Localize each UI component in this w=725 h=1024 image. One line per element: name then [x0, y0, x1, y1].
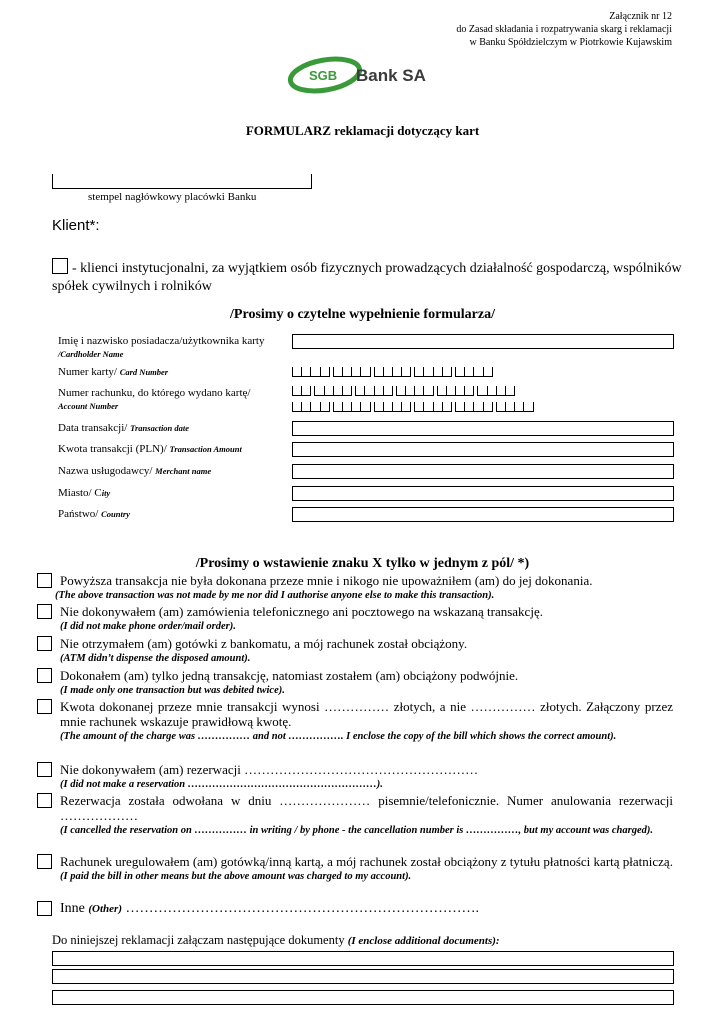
- digit-cell[interactable]: [355, 386, 364, 396]
- digit-cell[interactable]: [292, 386, 301, 396]
- digit-cell[interactable]: [473, 367, 482, 377]
- digit-cell[interactable]: [423, 367, 432, 377]
- digit-cell[interactable]: [333, 367, 342, 377]
- digit-cell[interactable]: [333, 386, 342, 396]
- bank-name: Bank SA: [356, 66, 426, 85]
- digit-cell[interactable]: [342, 367, 351, 377]
- documents-line-3[interactable]: [52, 990, 674, 1005]
- digit-cell[interactable]: [360, 367, 370, 377]
- digit-cell[interactable]: [483, 402, 493, 412]
- digit-cell[interactable]: [455, 402, 464, 412]
- digit-cell[interactable]: [423, 386, 433, 396]
- option-checkbox-2[interactable]: [37, 604, 52, 619]
- digit-cell[interactable]: [396, 386, 405, 396]
- institutional-checkbox[interactable]: [52, 258, 68, 274]
- digit-cell[interactable]: [314, 386, 323, 396]
- field-label-amount: Kwota transakcji (PLN)/ Transaction Amount: [58, 443, 242, 455]
- digit-cell[interactable]: [360, 402, 370, 412]
- option-8: Rachunek uregulowałem (am) gotówką/inną kartą, a mój rachunek został obciążony z tytułu płatności kartą płatniczą. (I paid the bill in other means but the above amount was charged to my account).: [60, 854, 673, 882]
- cardholder-input[interactable]: [292, 334, 674, 349]
- field-label-country: Państwo/ Country: [58, 508, 130, 520]
- option-3: Nie otrzymałem (am) gotówki z bankomatu, a mój rachunek został obciążony. (ATM didn’t dispense the disposed amount).: [60, 636, 468, 664]
- digit-cell[interactable]: [342, 402, 351, 412]
- field-label-transaction-date: Data transakcji/ Transaction date: [58, 422, 190, 434]
- digit-cell[interactable]: [523, 402, 533, 412]
- digit-cell[interactable]: [514, 402, 523, 412]
- annex-line-2: do Zasad składania i rozpatrywania skarg i reklamacji: [456, 24, 672, 35]
- digit-cell[interactable]: [374, 367, 383, 377]
- fill-request: /Prosimy o czytelne wypełnienie formularza/: [230, 307, 495, 322]
- country-input[interactable]: [292, 507, 674, 522]
- digit-cell[interactable]: [301, 367, 310, 377]
- digit-cell[interactable]: [455, 367, 464, 377]
- option-5: Kwota dokonanej przeze mnie transakcji wynosi …………… złotych, a nie …………… złotych. Załączony przez mnie rachunek wskazuje prawidłową kwotę. (The amount of the charge was …………… and not ……………. I enclose the copy of the bill which shows the correct amount).: [60, 699, 673, 742]
- option-checkbox-4[interactable]: [37, 668, 52, 683]
- digit-cell[interactable]: [437, 386, 446, 396]
- digit-cell[interactable]: [442, 367, 452, 377]
- client-label: Klient*:: [52, 217, 100, 234]
- digit-cell[interactable]: [433, 367, 442, 377]
- digit-cell[interactable]: [383, 386, 393, 396]
- digit-cell[interactable]: [446, 386, 455, 396]
- digit-cell[interactable]: [342, 386, 352, 396]
- digit-cell[interactable]: [423, 402, 432, 412]
- digit-cell[interactable]: [392, 367, 401, 377]
- digit-cell[interactable]: [505, 386, 515, 396]
- digit-cell[interactable]: [405, 386, 414, 396]
- option-7: Rezerwacja została odwołana w dniu ………………… pisemnie/telefonicznie. Numer anulowania rezerwacji ……………… (I cancelled the reservation on …………… in writing / by phone - the cancellation number is ……………, but my account was charged).: [60, 793, 673, 836]
- option-2: Nie dokonywałem (am) zamówienia telefonicznego ani pocztowego na wskazaną transakcję. (I did not make phone order/mail order).: [60, 604, 543, 632]
- digit-cell[interactable]: [487, 386, 496, 396]
- account-number-cells-row2[interactable]: [292, 402, 534, 413]
- digit-cell[interactable]: [301, 386, 311, 396]
- digit-cell[interactable]: [414, 402, 423, 412]
- digit-cell[interactable]: [496, 402, 505, 412]
- institutional-client-option: [52, 258, 692, 296]
- option-checkbox-8[interactable]: [37, 854, 52, 869]
- field-label-cardholder: Imię i nazwisko posiadacza/użytkownika karty /Cardholder Name: [58, 335, 265, 359]
- digit-cell[interactable]: [310, 402, 319, 412]
- digit-cell[interactable]: [364, 386, 373, 396]
- stamp-label: stempel nagłówkowy placówki Banku: [88, 191, 257, 203]
- digit-cell[interactable]: [333, 402, 342, 412]
- digit-cell[interactable]: [455, 386, 464, 396]
- merchant-name-input[interactable]: [292, 464, 674, 479]
- form-title: FORMULARZ reklamacji dotyczący kart: [245, 123, 480, 138]
- digit-cell[interactable]: [310, 367, 319, 377]
- digit-cell[interactable]: [301, 402, 310, 412]
- digit-cell[interactable]: [292, 402, 301, 412]
- digit-cell[interactable]: [473, 402, 482, 412]
- digit-cell[interactable]: [324, 386, 333, 396]
- digit-cell[interactable]: [320, 367, 330, 377]
- digit-cell[interactable]: [414, 367, 423, 377]
- stamp-box[interactable]: [52, 174, 312, 189]
- documents-line-1[interactable]: [52, 951, 674, 966]
- digit-cell[interactable]: [414, 386, 423, 396]
- mark-request: /Prosimy o wstawienie znaku X tylko w jednym z pól/ *): [195, 556, 530, 571]
- documents-line-2[interactable]: [52, 969, 674, 984]
- option-checkbox-1[interactable]: [37, 573, 52, 588]
- option-checkbox-7[interactable]: [37, 793, 52, 808]
- digit-cell[interactable]: [433, 402, 442, 412]
- digit-cell[interactable]: [505, 402, 514, 412]
- field-label-merchant: Nazwa usługodawcy/ Merchant name: [58, 465, 212, 477]
- digit-cell[interactable]: [464, 367, 473, 377]
- option-checkbox-3[interactable]: [37, 636, 52, 651]
- digit-cell[interactable]: [383, 367, 392, 377]
- transaction-date-input[interactable]: [292, 421, 674, 436]
- option-1: Powyższa transakcja nie była dokonana przeze mnie i nikogo nie upoważniłem (am) do jej dokonania. (The above transaction was not made by me nor did I authorise anyone else to make this transaction).: [55, 573, 593, 601]
- digit-cell[interactable]: [351, 367, 360, 377]
- city-input[interactable]: [292, 486, 674, 501]
- digit-cell[interactable]: [401, 402, 411, 412]
- field-label-city: Miasto/ City: [58, 487, 111, 499]
- digit-cell[interactable]: [401, 367, 411, 377]
- digit-cell[interactable]: [477, 386, 486, 396]
- field-label-account-number: Numer rachunku, do którego wydano kartę/ Account Number: [58, 387, 251, 411]
- card-number-cells[interactable]: [292, 367, 493, 378]
- option-checkbox-9[interactable]: [37, 901, 52, 916]
- option-checkbox-6[interactable]: [37, 762, 52, 777]
- account-number-cells-row1[interactable]: [292, 386, 515, 397]
- option-4: Dokonałem (am) tylko jedną transakcję, natomiast zostałem (am) obciążony podwójnie. (I made only one transaction but was debited twice).: [60, 668, 519, 696]
- digit-cell[interactable]: [374, 402, 383, 412]
- annex-header: [456, 10, 672, 49]
- digit-cell[interactable]: [383, 402, 392, 412]
- annex-number: Załącznik nr 12: [609, 11, 672, 22]
- field-label-card-number: Numer karty/ Card Number: [58, 366, 169, 378]
- digit-cell[interactable]: [464, 402, 473, 412]
- digit-cell[interactable]: [320, 402, 330, 412]
- digit-cell[interactable]: [351, 402, 360, 412]
- digit-cell[interactable]: [392, 402, 401, 412]
- logo-emblem-text: SGB: [309, 68, 338, 83]
- digit-cell[interactable]: [483, 367, 493, 377]
- digit-cell[interactable]: [496, 386, 505, 396]
- option-checkbox-5[interactable]: [37, 699, 52, 714]
- documents-label: Do niniejszej reklamacji załączam następujące dokumenty (I enclose additional documents):: [52, 933, 500, 947]
- option-9: Inne (Other) ………………………………………………………………….: [60, 901, 479, 916]
- digit-cell[interactable]: [464, 386, 474, 396]
- annex-line-3: w Banku Spółdzielczym w Piotrkowie Kujawskim: [469, 37, 672, 48]
- institutional-text: - klienci instytucjonalni, za wyjątkiem osób fizycznych prowadzących działalność gospodarczą, wspólników spółek cywilnych i rolników: [52, 261, 682, 294]
- digit-cell[interactable]: [374, 386, 383, 396]
- option-6: Nie dokonywałem (am) rezerwacji ……………………………………………… (I did not make a reservation ………………………………………………).: [60, 762, 479, 790]
- digit-cell[interactable]: [442, 402, 452, 412]
- transaction-amount-input[interactable]: [292, 442, 674, 457]
- digit-cell[interactable]: [292, 367, 301, 377]
